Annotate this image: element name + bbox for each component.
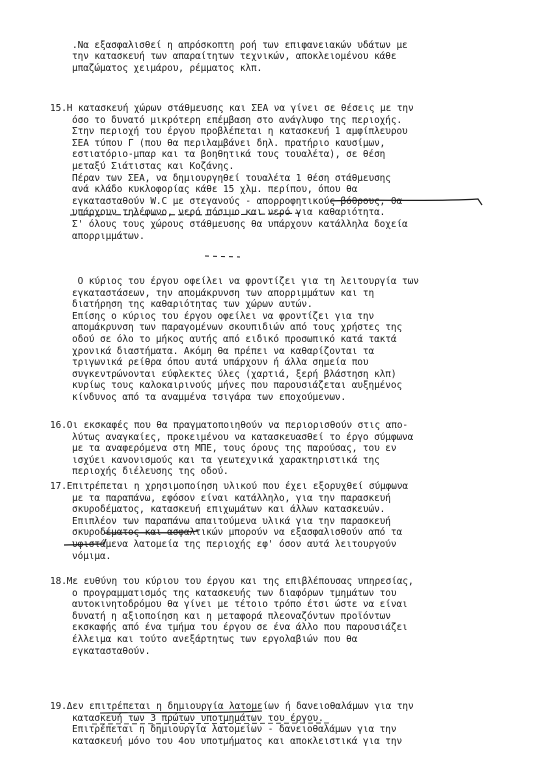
clause15b-line: απομάκρυνση των παραγομένων σκουπιδιών από τους χρήστες της	[72, 322, 403, 334]
clause17-line: σκυροδέματος και ασφαλτικών μπορούν να εξασφαλισθούν από τα	[72, 527, 403, 539]
clause16-line: 16.Οι εκσκαφές που θα πραγματοποιηθούν να περιορισθούν στις απο-	[50, 420, 409, 431]
clause18-line: δυνατή η αξιοποίηση και η μεταφορά πλεοναζόντων προϊόντων	[72, 610, 391, 622]
clause15b-line: Ο κύριος του έργου οφείλει να φροντίζει για τη λειτουργία των	[72, 276, 419, 287]
clause15-line: 15.Η κατασκευή χώρων στάθμευσης και ΣΕΑ να γίνει σε θέσεις με την	[50, 103, 414, 114]
clause19-line: Επιτρέπεται η δημιουργία λατομείων - δανειοθαλάμων για την	[72, 724, 397, 736]
clause15b-line: χρονικά διαστήματα. Ακόμη θα πρέπει να καθαρίζονται τα	[72, 345, 375, 357]
clause17-line: με τα παραπάνω, εφόσον είναι κατάλληλο, για την παρασκευή	[72, 492, 391, 504]
intro-line: μπαζώματος χειμάρου, ρέμματος κλπ.	[72, 62, 263, 74]
clause15b-line: κυρίως τους καλοκαιρινούς μήνες που παρουσιάζεται αυξημένος	[72, 380, 403, 392]
clause17-line: υφιστάμενα λατομεία της περιοχής εφ' όσον αυτά λειτουργούν	[72, 539, 397, 550]
clause15b-line: κίνδυνος από τα αναμμένα τσιγάρα των εποχούμενων.	[72, 392, 347, 403]
intro-line: .Να εξασφαλισθεί η απρόσκοπτη ροή των επιφανειακών υδάτων με	[72, 40, 408, 51]
clause17-line: νόμιμα.	[72, 550, 112, 562]
clause15b-line: τριγωνικά ρείθρα όπου αυτά υπάρχουν ή άλλα σημεία που	[72, 357, 369, 369]
clause15b-line: οδού σε όλο το μήκος αυτής από ειδικό προσωπικό κατά τακτά	[72, 334, 397, 345]
clause15-line: Πέραν των ΣΕΑ, να δημιουργηθεί τουαλέτα 1 θέση στάθμευσης	[72, 172, 391, 184]
clause19-line: 19.Δεν επιτρέπεται η δημιουργία λατομείων ή δανειοθαλάμων για την	[50, 701, 414, 712]
clause16-line: λύτως αναγκαίες, προκειμένου να κατασκευασθεί το έργο σύμφωνα	[72, 431, 414, 443]
scribble-dash-mark	[205, 256, 240, 257]
clause16-line: περιοχής διέλευσης της οδού.	[72, 466, 229, 478]
clause15b-line: Επίσης ο κύριος του έργου οφείλει να φροντίζει για την	[72, 310, 375, 322]
clause17-line: 17.Επιτρέπεται η χρησιμοποίηση υλικού που έχει εξορυχθεί σύμφωνα	[50, 481, 409, 492]
clause17-line: σκυροδέματος, κατασκευή επιχωμάτων και άλλων κατασκευών.	[72, 504, 386, 516]
clause18-line: 18.Με ευθύνη του κύριου του έργου και της επιβλέπουσας υπηρεσίας,	[50, 576, 414, 587]
clause15b-line: συγκεντρώνονται εύφλεκτες ύλες (χαρτιά, ξερή βλάστηση κλπ)	[72, 368, 397, 380]
clause18-line: ο προγραμματισμός της κατασκευής των διαφόρων τμημάτων του	[72, 587, 397, 599]
clause15-line: απορριμμάτων.	[72, 230, 145, 242]
clause16-line: με τα αναφερόμενα στη ΜΠΕ, τους όρους της παρούσας, του εν	[72, 443, 397, 455]
clause15-line: ανά κλάδο κυκλοφορίας κάθε 15 χλμ. περίπου, όπου θα	[72, 184, 358, 196]
clause15-line: υπάρχουν τηλέφωνο, νερό πόσιμο και νερό για καθαριότητα.	[72, 207, 386, 219]
clause15-line: Στην περιοχή του έργου προβλέπεται η κατασκευή 1 αμφίπλευρου	[72, 126, 408, 138]
intro-line: την κατασκευή των απαραίτητων τεχνικών, αποκλειομένου κάθε	[72, 51, 397, 63]
clause15-line: μεταξύ Σιάτιστας και Κοζάνης.	[72, 161, 235, 172]
clause15b-line: εγκαταστάσεων, την απομάκρυνση των απορριμμάτων και τη	[72, 287, 375, 299]
clause15-line: Σ' όλους τους χώρους στάθμευσης θα υπάρχουν κατάλληλα δοχεία	[72, 219, 408, 230]
clause15b-line: διατήρηση της καθαριότητας των χώρων αυτών.	[72, 299, 313, 311]
clause19-line: κατασκευή των 3 πρώτων υποτμημάτων του έργου.	[72, 712, 324, 724]
clause18-line: εγκατασταθούν.	[72, 645, 151, 657]
clause18-line: αυτοκινητοδρόμου θα γίνει με τέτοιο τρόπο έτσι ώστε να είναι	[72, 599, 408, 611]
clause18-line: εκσκαφής από ένα τμήμα του έργου σε ένα άλλο που παρουσιάζει	[72, 622, 408, 634]
clause15-line: εστιατόριο-μπαρ και τα βοηθητικά τους τουαλέτα), σε θέση	[72, 149, 386, 161]
clause17-line: Επιπλέον των παραπάνω απαιτούμενα υλικά για την παρασκευή	[72, 515, 391, 527]
clause16-line: ισχύει κανονισμούς και τα γεωτεχνικά χαρακτηριστικά της	[72, 454, 380, 466]
clause18-line: έλλειμα και τούτο ανεξάρτητως των εργολαβιών που θα	[72, 634, 358, 645]
clause19-line: κατασκευή μόνο του 4ου υποτμήματος και αποκλειστικά για την	[72, 735, 403, 747]
clause15-line: όσο το δυνατό μικρότερη επέμβαση στο ανάγλυφο της περιοχής.	[72, 114, 403, 126]
clause15-line: ΣΕΑ τύπου Γ (που θα περιλαμβάνει δηλ. πρατήριο καυσίμων,	[72, 137, 386, 149]
clause15-line: εγκατασταθούν W.C με στεγανούς - απορροφητικούς βόθρους, θα	[72, 195, 403, 207]
